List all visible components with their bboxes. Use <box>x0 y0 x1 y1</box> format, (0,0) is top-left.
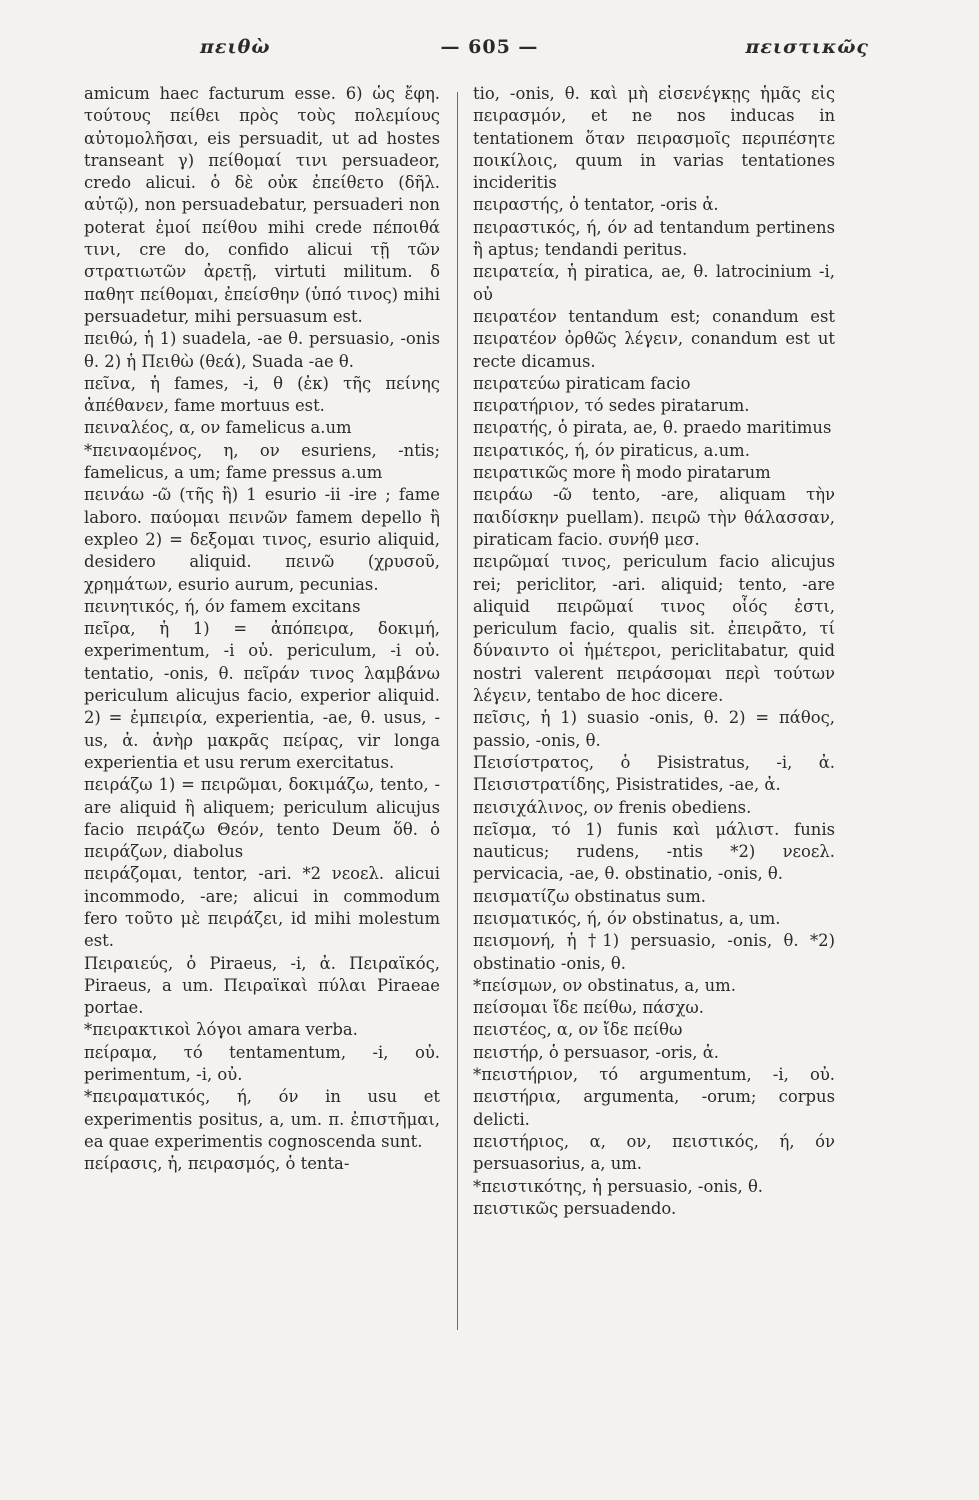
dictionary-entry: πειστήριος, α, ον, πειστικός, ή, όν persuasorius, a, um. <box>473 1131 835 1174</box>
dictionary-entry: πείραμα, τό tentamentum, -i, οὐ. perimentum, -i, οὐ. <box>84 1042 440 1085</box>
dictionary-entry: πειστήρ, ὁ persuasor, -oris, ἀ. <box>473 1042 719 1062</box>
dictionary-entry: πειρατήριον, τό sedes piratarum. <box>473 396 750 416</box>
header-first-headword: πειθὼ <box>200 36 271 58</box>
dictionary-entry: πεισματίζω obstinatus sum. <box>473 886 706 906</box>
dictionary-entry: πειρατέον tentandum est; conandum est πειρατέον ὀρθῶς λέγειν, conandum est ut recte dicamus. <box>473 306 835 371</box>
dictionary-entry: πειρατής, ὁ pirata, ae, θ. praedo maritimus <box>473 418 832 438</box>
dictionary-entry: amicum haec facturum esse. 6) ὡς ἔφη. τούτους πείθει πρὸς τοὺς πολεμίους αὐτομολῆσαι, eis persuadit, ut ad hostes transeant γ) πείθομαί τινι persuadeor, credo alicui. ὁ δὲ οὐκ ἐπείθετο (δῆλ. αὐτῷ), non persuadebatur, persuaderi non poterat ἐμοί πείθου mihi crede πέποιθά τινι, cre do, confido alicui τῇ τῶν στρατιωτῶν ἀρετῇ, virtuti militum. δ παθητ πείθομαι, ἐπείσθην (ὑπό τινος) mihi persuadetur, mihi persuasum est. <box>84 84 440 326</box>
dictionary-entry: πειρατικῶς more ἢ modo piratarum <box>473 463 771 483</box>
dictionary-entry: *πειστήριον, τό argumentum, -i, οὐ. πειστήρια, argumenta, -orum; corpus delicti. <box>473 1065 835 1129</box>
dictionary-entry: *πείσμων, ον obstinatus, a, um. <box>473 975 736 995</box>
dictionary-entry: *πειναομένος, η, ον esuriens, -ntis; famelicus, a um; fame pressus a.um <box>84 440 440 483</box>
dictionary-entry: πειρατεύω piraticam facio <box>473 373 691 393</box>
dictionary-entry: πειρατικός, ή, όν piraticus, a.um. <box>473 440 750 460</box>
dictionary-entry: πείρασις, ἡ, πειρασμός, ὁ tenta- <box>84 1154 350 1174</box>
dictionary-entry: πεῖρα, ἡ 1) = ἀπόπειρα, δοκιμή, experimentum, -i οὐ. periculum, -i οὐ. tentatio, -onis, θ. πεῖράν τινος λαμβάνω periculum alicujus facio, experior aliquid. 2) = ἐμπειρία, experientia, -ae, θ. usus, -us, ἀ. ἀνὴρ μακρᾶς πείρας, vir longa experientia et usu rerum exercitatus. <box>84 619 440 772</box>
header-last-headword: πειστικῶς <box>745 36 869 58</box>
dictionary-entry: πεινάω -ῶ (τῆς ἢ) 1 esurio -ii -ire ; fame laboro. παύομαι πεινῶν famem depello ἢ expleo 2) = δεξομαι τινος, esurio aliquid, desidero aliquid. πεινῶ (χρυσοῦ, χρημάτων, esurio aurum, pecunias. <box>84 485 440 594</box>
dictionary-entry: πειρῶμαί τινος, periculum facio alicujus rei; periclitor, -ari. aliquid; tento, -are aliquid πειρῶμαί τινος οἷός ἐστι, periculum facio, qualis sit. ἐπειρᾶτο, τί δύναιντο οἱ ἡμέτεροι, periclitabatur, quid nostri valerent πειράσομαι περὶ τούτων λέγειν, tentabo de hoc dicere. <box>473 552 835 706</box>
dictionary-entry: πεῖσις, ἡ 1) suasio -onis, θ. 2) = πάθος, passio, -onis, θ. <box>473 708 835 750</box>
column-divider <box>457 92 458 1330</box>
dictionary-entry: πειστικῶς persuadendo. <box>473 1198 677 1218</box>
dictionary-entry: πειραστής, ὁ tentator, -oris ἀ. <box>473 195 719 215</box>
page-number: — 605 — <box>440 36 539 58</box>
dictionary-entry: πεῖνα, ἡ fames, -i, θ (ἐκ) τῆς πείνης ἀπέθανεν, fame mortuus est. <box>84 373 440 416</box>
dictionary-entry: πειστέος, α, ον ἴδε πείθω <box>473 1020 683 1040</box>
dictionary-entry: *πειρακτικοὶ λόγοι amara verba. <box>84 1020 358 1040</box>
dictionary-entry: πεῖσμα, τό 1) funis καὶ μάλιστ. funis nauticus; rudens, -ntis *2) νεοελ. pervicacia, -ae, θ. obstinatio, -onis, θ. <box>473 819 835 884</box>
dictionary-entry: πεισιχάλινος, ον frenis obediens. <box>473 797 752 817</box>
dictionary-entry: *πειστικότης, ἡ persuasio, -onis, θ. <box>473 1176 764 1196</box>
dictionary-entry: tio, -onis, θ. καὶ μὴ εἰσενέγκῃς ἡμᾶς εἰς πειρασμόν, et ne nos inducas in tentationem ὅταν πειρασμοῖς περιπέσητε ποικίλοις, quum in varias tentationes incideritis <box>473 84 835 193</box>
dictionary-entry: πειραστικός, ή, όν ad tentandum pertinens ἢ aptus; tendandi peritus. <box>473 217 835 260</box>
dictionary-entry: πειράζω 1) = πειρῶμαι, δοκιμάζω, tento, -are aliquid ἢ aliquem; periculum alicujus facio πειράζω Θεόν, tento Deum ὅθ. ὁ πειράζων, diabolus <box>84 775 440 862</box>
dictionary-entry: Πεισίστρατος, ὁ Pisistratus, -i, ἀ. Πεισιστρατίδης, Pisistratides, -ae, ἀ. <box>473 752 835 795</box>
dictionary-entry: πειναλέος, α, ον famelicus a.um <box>84 418 352 438</box>
dictionary-entry: πειράω -ῶ tento, -are, aliquam τὴν παιδίσκην puellam). πειρῶ τὴν θάλασσαν, piraticam facio. συνήθ μεσ. <box>473 485 835 549</box>
right-column <box>473 83 835 1220</box>
dictionary-entry: *πειραματικός, ή, όν in usu et experimentis positus, a, um. π. ἐπιστῆμαι, ea quae experimentis cognoscenda sunt. <box>84 1087 440 1151</box>
dictionary-entry: πειράζομαι, tentor, -ari. *2 νεοελ. alicui incommodo, -are; alicui in commodum fero τοῦτο μὲ πειράζει, id mihi molestum est. <box>84 864 440 951</box>
dictionary-entry: πειρατεία, ἡ piratica, ae, θ. latrocinium -i, οὐ <box>473 262 835 304</box>
dictionary-entry: Πειραιεύς, ὁ Piraeus, -i, ἀ. Πειραϊκός, Piraeus, a um. Πειραϊκαὶ πύλαι Piraeae portae. <box>84 953 440 1018</box>
dictionary-entry: πεισματικός, ή, όν obstinatus, a, um. <box>473 908 781 928</box>
dictionary-entry: πειθώ, ἡ 1) suadela, -ae θ. persuasio, -onis θ. 2) ἡ Πειθὼ (θεά), Suada -ae θ. <box>84 329 440 371</box>
dictionary-entry: πεινητικός, ή, όν famem excitans <box>84 596 361 616</box>
dictionary-entry: πείσομαι ἴδε πείθω, πάσχω. <box>473 998 704 1018</box>
left-column <box>84 83 440 1176</box>
page-header <box>70 36 909 66</box>
dictionary-entry: πεισμονή, ἡ †1) persuasio, -onis, θ. *2) obstinatio -onis, θ. <box>473 931 835 973</box>
